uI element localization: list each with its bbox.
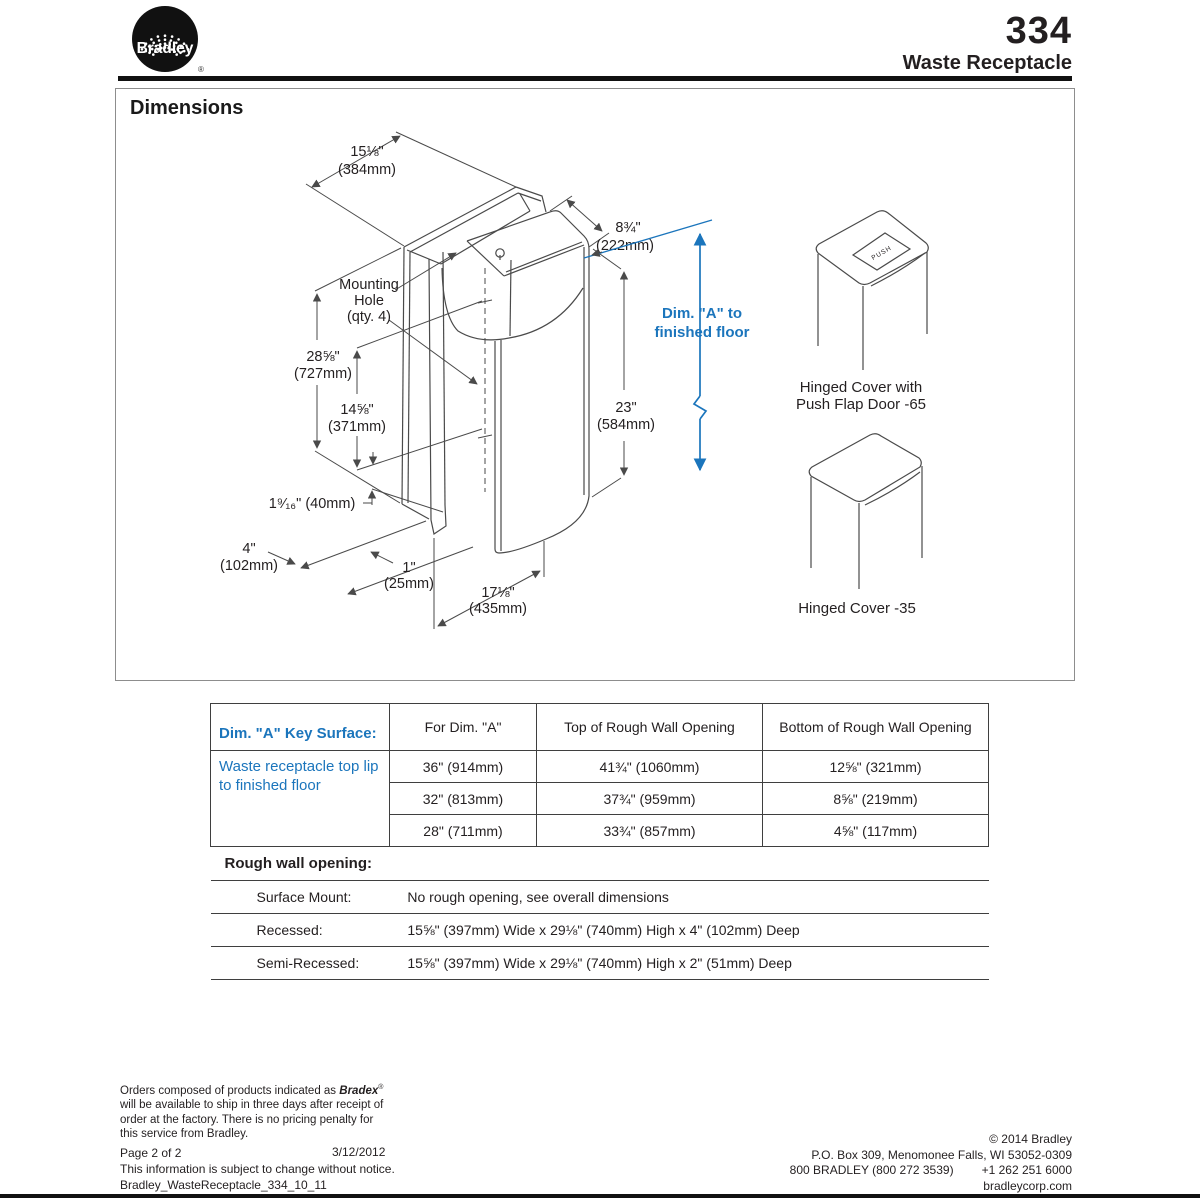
dim-hole-span-in: 14⅝" bbox=[340, 402, 374, 418]
table-header-row bbox=[211, 704, 989, 751]
dim-a-label-1: Dim. "A" to bbox=[661, 305, 743, 322]
page-number: Page 2 of 2 bbox=[120, 1146, 182, 1160]
receptacle-bin bbox=[442, 211, 589, 553]
dim-width-mm: (384mm) bbox=[337, 162, 397, 178]
dim-depth-mm: (222mm) bbox=[595, 238, 655, 254]
change-notice: This information is subject to change without notice. bbox=[120, 1162, 395, 1176]
notice-line-1: Orders composed of products indicated as Bradex® bbox=[120, 1084, 384, 1097]
phone-intl: +1 262 251 6000 bbox=[981, 1163, 1072, 1177]
notice-line-3: order at the factory. There is no pricing penalty for bbox=[120, 1113, 374, 1126]
bradex-registered-mark: ® bbox=[378, 1084, 384, 1091]
dim-recess-mm: (102mm) bbox=[219, 558, 279, 574]
push-label: PUSH bbox=[870, 244, 894, 262]
cell-top-2: 33¾" (857mm) bbox=[537, 815, 763, 847]
copyright: © 2014 Bradley bbox=[989, 1132, 1072, 1146]
cell-bottom-0: 12⅝" (321mm) bbox=[763, 751, 989, 783]
bottom-rule bbox=[0, 1194, 1200, 1198]
cover-65-label-2: Push Flap Door -65 bbox=[795, 396, 927, 413]
rough-wall-title-row bbox=[211, 847, 989, 881]
bradex-notice bbox=[120, 1081, 383, 1142]
cell-dim-a-2: 28" (711mm) bbox=[390, 815, 537, 847]
table-row bbox=[211, 751, 989, 783]
bradley-logo bbox=[126, 2, 216, 80]
cover-35-label: Hinged Cover -35 bbox=[798, 600, 916, 617]
dim-a-label-2: finished floor bbox=[654, 324, 750, 341]
mounting-label-1: Mounting bbox=[339, 277, 399, 293]
company-contact-block bbox=[790, 1132, 1072, 1194]
dimension-drawing bbox=[116, 89, 1072, 678]
dim-front-height-mm: (584mm) bbox=[596, 417, 656, 433]
rough-wall-row bbox=[211, 881, 989, 914]
dimension-table bbox=[210, 703, 989, 980]
rough-wall-title: Rough wall opening: bbox=[211, 847, 989, 881]
dim-width-in: 15⅛" bbox=[350, 144, 384, 160]
dim-recess-in: 4" bbox=[242, 541, 256, 557]
dim-hole-span-mm: (371mm) bbox=[327, 419, 387, 435]
phone-tollfree: 800 BRADLEY (800 272 3539) bbox=[789, 1163, 954, 1177]
product-number: 334 bbox=[1005, 10, 1072, 52]
col-header-key-surface: Dim. "A" Key Surface: bbox=[211, 704, 390, 751]
product-name: Waste Receptacle bbox=[902, 52, 1072, 74]
cell-dim-a-1: 32" (813mm) bbox=[390, 783, 537, 815]
dim-recess bbox=[268, 521, 473, 594]
company-address: P.O. Box 309, Menomonee Falls, WI 53052-0309 bbox=[811, 1147, 1072, 1162]
cell-bottom-1: 8⅝" (219mm) bbox=[763, 783, 989, 815]
dim-height-in: 28⅝" bbox=[306, 349, 340, 365]
phone-line bbox=[790, 1163, 1072, 1179]
dim-depth-in: 8¾" bbox=[615, 220, 641, 236]
revision-date: 3/12/2012 bbox=[332, 1145, 386, 1159]
cover-35-illustration bbox=[809, 434, 922, 589]
cell-dim-a-0: 36" (914mm) bbox=[390, 751, 537, 783]
rough-row-value-1: 15⅝" (397mm) Wide x 29⅛" (740mm) High x 4" (102mm) Deep bbox=[407, 922, 800, 938]
bradex-brand: Bradex bbox=[339, 1084, 379, 1097]
header-rule bbox=[118, 76, 1072, 81]
rough-row-value-2: 15⅝" (397mm) Wide x 29⅛" (740mm) High x 2" (51mm) Deep bbox=[407, 955, 792, 971]
mounting-hole-leaders bbox=[389, 253, 477, 384]
dimensions-title: Dimensions bbox=[130, 97, 244, 119]
dimensions-box bbox=[115, 88, 1075, 681]
dim-flange-in: 1" bbox=[402, 560, 416, 576]
col-header-top-opening: Top of Rough Wall Opening bbox=[537, 704, 763, 751]
dim-height-mm: (727mm) bbox=[293, 366, 353, 382]
dim-flange-mm: (25mm) bbox=[384, 576, 434, 592]
col-header-dim-a: For Dim. "A" bbox=[390, 704, 537, 751]
mounting-label-2: Hole bbox=[354, 293, 384, 309]
dim-width bbox=[306, 132, 516, 246]
dim-body-width-mm: (435mm) bbox=[468, 601, 528, 617]
dim-body-width-in: 17⅛" bbox=[481, 585, 515, 601]
rough-wall-row bbox=[211, 914, 989, 947]
rough-row-value-0: No rough opening, see overall dimensions bbox=[407, 889, 669, 905]
key-surface-note: Waste receptacle top lip to finished floor bbox=[211, 751, 390, 847]
document-id: Bradley_WasteReceptacle_334_10_11 bbox=[120, 1178, 327, 1192]
col-header-bottom-opening: Bottom of Rough Wall Opening bbox=[763, 704, 989, 751]
logo-wordmark: Bradley bbox=[136, 40, 194, 57]
cell-bottom-2: 4⅝" (117mm) bbox=[763, 815, 989, 847]
rough-row-label-2: Semi-Recessed: bbox=[256, 955, 360, 971]
notice-line-2: will be available to ship in three days after receipt of bbox=[120, 1099, 384, 1112]
website: bradleycorp.com bbox=[983, 1178, 1072, 1193]
notice-line-4: this service from Bradley. bbox=[120, 1128, 249, 1141]
dim-hole-span bbox=[357, 301, 482, 470]
dim-front-height bbox=[592, 249, 624, 497]
rough-row-label-1: Recessed: bbox=[256, 922, 323, 938]
mounting-label-3: (qty. 4) bbox=[346, 309, 392, 325]
cover-65-illustration bbox=[816, 211, 928, 370]
cell-top-1: 37¾" (959mm) bbox=[537, 783, 763, 815]
dim-flange bbox=[371, 552, 393, 563]
logo-registered-mark: ® bbox=[198, 65, 204, 74]
cover-65-label-1: Hinged Cover with bbox=[799, 379, 923, 396]
rough-wall-row bbox=[211, 947, 989, 980]
dim-offset-label: 1⁹⁄₁₆" (40mm) bbox=[268, 496, 356, 512]
rough-row-label-0: Surface Mount: bbox=[256, 889, 352, 905]
cell-top-0: 41¾" (1060mm) bbox=[537, 751, 763, 783]
dim-front-height-in: 23" bbox=[615, 400, 637, 416]
